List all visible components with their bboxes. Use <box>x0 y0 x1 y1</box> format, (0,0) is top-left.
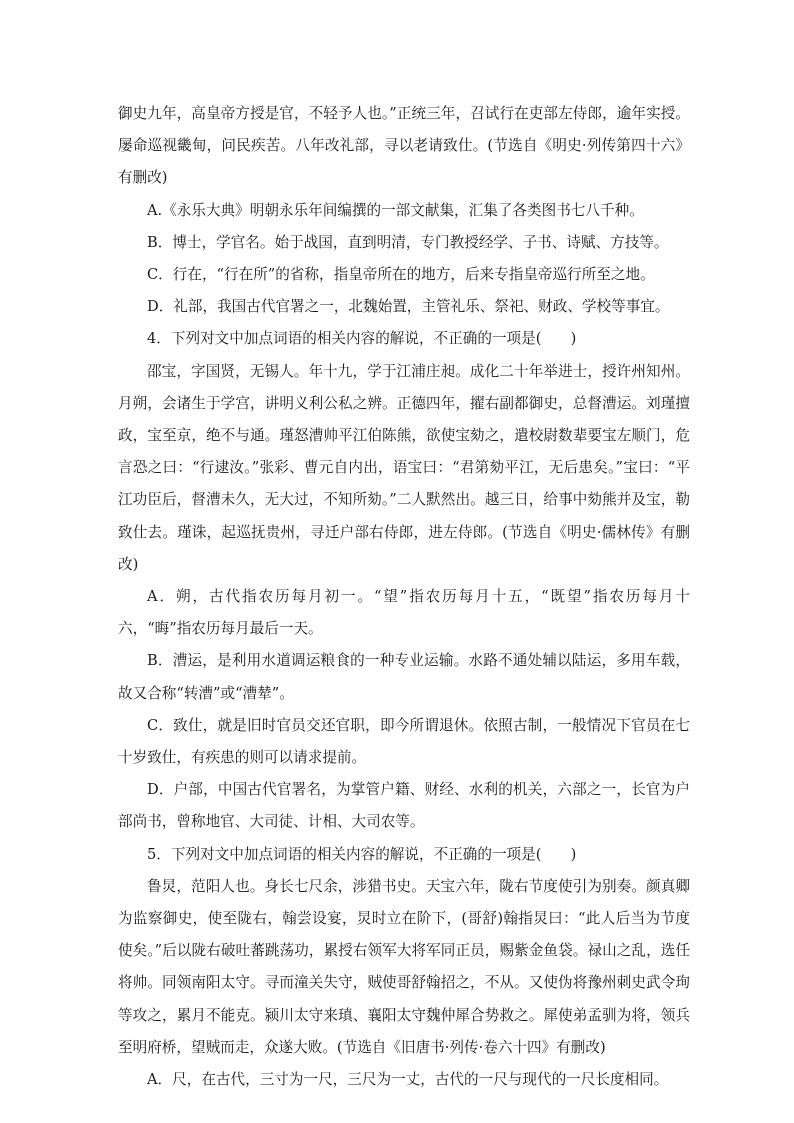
option-b-2: B．漕运，是利用水道调运粮食的一种专业运输。水路不通处辅以陆运，多用车载，故又合称“转漕”或“漕辇”。 <box>118 652 690 702</box>
question-5: 5．下列对文中加点词语的相关内容的解说，不正确的一项是( ) <box>147 845 577 863</box>
option-b-1: A．朔，古代指农历每月初一。“望”指农历每月十五，“既望”指农历每月十六，“晦”指农历每月最后一天。 <box>118 588 690 638</box>
passage-c: 鲁炅，范阳人也。身长七尺余，涉猎书史。天宝六年，陇右节度使引为别奏。颜真卿为监察御史，使至陇右，翰尝设宴，炅时立在阶下，(哥舒)翰指炅曰：“此人后当为节度使矣。”后以陇右破吐蕃跳荡功，累授右领军大将军同正员，赐紫金鱼袋。禄山之乱，选任将帅。同领南阳太守。寻而潼关失守，贼使哥舒翰招之，不从。又使伪将豫州刺史武令珣等攻之，累月不能克。颍川太守来瑱、襄阳太守魏仲犀合势救之。犀使弟孟驯为将，领兵至明府桥，望贼而走，众遂大败。(节选自《旧唐书·列传·卷六十四》有删改) <box>118 877 690 1056</box>
option-a-4: D．礼部，我国古代官署之一，北魏始置，主管礼乐、祭祀、财政、学校等事宜。 <box>147 298 670 316</box>
option-a-3: C．行在，“行在所”的省称，指皇帝所在的地方，后来专指皇帝巡行所至之地。 <box>147 266 655 284</box>
option-c-1: A．尺，在古代，三寸为一尺，三尺为一丈，古代的一尺与现代的一尺长度相同。 <box>147 1071 669 1089</box>
document-page <box>118 98 690 1096</box>
question-4: 4．下列对文中加点词语的相关内容的解说，不正确的一项是( ) <box>147 330 577 348</box>
option-b-4: D．户部，中国古代官署名，为掌管户籍、财经、水利的机关，六部之一，长官为户部尚书，曾称地官、大司徒、计相、大司农等。 <box>118 781 690 831</box>
passage-b: 邵宝，字国贤，无锡人。年十九，学于江浦庄昶。成化二十年举进士，授许州知州。月朔，会诸生于学宫，讲明义利公私之辨。正德四年，擢右副都御史，总督漕运。刘瑾擅政，宝至京，绝不与通。瑾怒漕帅平江伯陈熊，欲使宝劾之，遣校尉数辈要宝左顺门，危言恐之曰：“行逮汝。”张彩、曹元自内出，语宝曰：“君第劾平江，无后患矣。”宝曰：“平江功臣后，督漕未久，无大过，不知所劾。”二人默然出。越三日，给事中劾熊并及宝，勒致仕去。瑾诛，起巡抚贵州，寻迁户部右侍郎，进左侍郎。(节选自《明史·儒林传》有删改) <box>118 362 690 573</box>
option-a-2: B．博士，学官名。始于战国，直到明清，专门教授经学、子书、诗赋、方技等。 <box>147 233 669 251</box>
passage-a: 御史九年，高皇帝方授是官，不轻予人也。”正统三年，召试行在吏部左侍郎，逾年实授。屡命巡视畿甸，问民疾苦。八年改礼部，寻以老请致仕。(节选自《明史·列传第四十六》有删改) <box>118 105 690 187</box>
option-a-1: A.《永乐大典》明朝永乐年间编撰的一部文献集，汇集了各类图书七八千种。 <box>147 201 644 219</box>
option-b-3: C．致仕，就是旧时官员交还官职，即今所谓退休。依照古制，一般情况下官员在七十岁致仕，有疾患的则可以请求提前。 <box>118 716 690 767</box>
